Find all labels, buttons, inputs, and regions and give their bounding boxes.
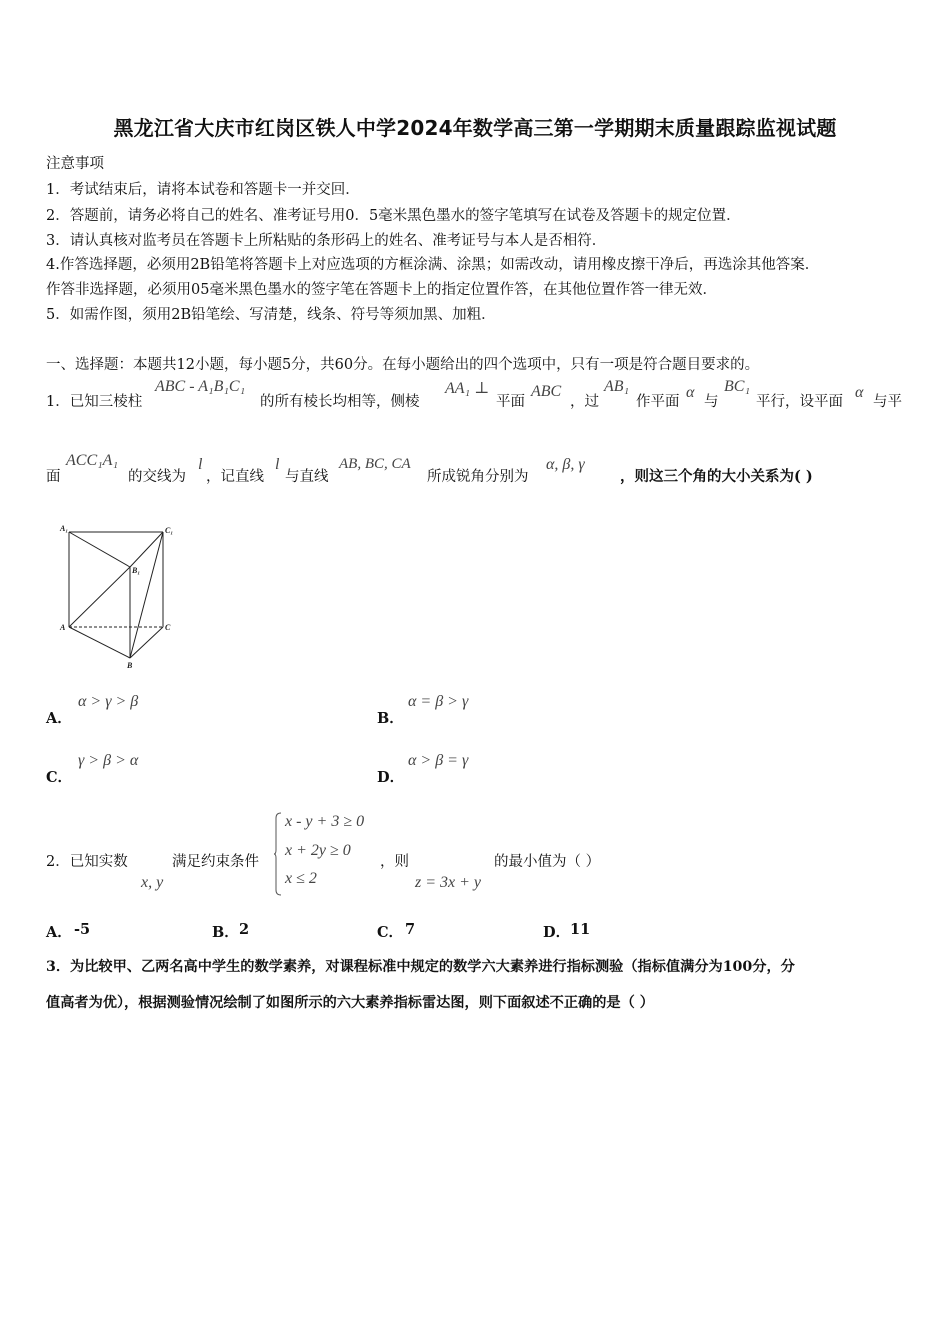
q1-math: l [198, 456, 203, 473]
notice-item: 2．答题前，请务必将自己的姓名、准考证号用0．5毫米黑色墨水的签字笔填写在试卷及答题卡的规定位置． [46, 208, 741, 224]
q1-text: 的所有棱长均相等，侧棱 [260, 394, 420, 410]
q1-math: α [855, 384, 864, 401]
label-c: C [165, 623, 171, 632]
q2-text: 满足约束条件 [172, 854, 259, 870]
q1-text: ，则这三个角的大小关系为( ) [620, 468, 813, 485]
q1-option-a-expr: α > γ > β [78, 693, 139, 710]
q1-option-d-label[interactable]: D． [377, 769, 405, 786]
q2-vars: x, y [141, 874, 164, 891]
label-a1: A₁ [60, 524, 69, 533]
q3-text-line1: 3．为比较甲、乙两名高中学生的数学素养，对课程标准中规定的数学六大素养进行指标测验（指标值满分为100分，分 [46, 959, 795, 975]
q2-text: ，则 [380, 854, 409, 870]
notice-item: 作答非选择题，必须用05毫米黑色墨水的签字笔在答题卡上的指定位置作答，在其他位置作答一律无效． [46, 282, 717, 298]
q1-text: ，记直线 [206, 469, 264, 485]
label-c1: C₁ [165, 526, 174, 535]
notice-item: 1．考试结束后，请将本试卷和答题卡一并交回． [46, 182, 360, 198]
q1-math: α, β, γ [546, 456, 585, 473]
q1-text: 1．已知三棱柱 [46, 394, 143, 410]
q1-text: 面 [46, 469, 61, 485]
q2-option-b-value: 2 [239, 921, 250, 938]
q1-math: AB, BC, CA [339, 456, 411, 472]
q1-text: 作平面 [636, 394, 680, 410]
q1-option-a-label[interactable]: A． [46, 710, 72, 727]
q2-option-a-label[interactable]: A． [46, 924, 72, 941]
q1-text: 所成锐角分别为 [427, 469, 529, 485]
q1-option-b-label[interactable]: B． [377, 710, 404, 727]
q1-math: AB₁ [604, 378, 630, 395]
label-b1: B₁ [132, 566, 141, 575]
prism-figure [58, 520, 178, 670]
q1-text: 与 [704, 394, 719, 410]
edge-ab1 [69, 567, 130, 627]
q1-text: 平行，设平面 [756, 394, 843, 410]
q1-text: ，过 [570, 394, 599, 410]
q2-option-b-label[interactable]: B． [212, 924, 239, 941]
q2-option-c-label[interactable]: C． [377, 924, 404, 941]
label-b: B [127, 661, 133, 670]
edge-bc [130, 627, 163, 658]
q1-math: l [275, 456, 280, 473]
notice-item: 3．请认真核对监考员在答题卡上所粘贴的条形码上的姓名、准考证号与本人是否相符． [46, 233, 607, 249]
notice-heading: 注意事项 [46, 156, 104, 172]
edge-a1b1 [69, 532, 130, 567]
q1-math: AA₁ ⊥ [445, 380, 490, 397]
q2-constraint-2: x + 2y ≥ 0 [285, 842, 351, 859]
q1-text: 与平 [873, 394, 902, 410]
q2-option-a-value: -5 [74, 921, 91, 938]
q1-text: 与直线 [285, 469, 329, 485]
q2-option-d-value: 11 [570, 921, 591, 938]
q1-math: ABC [531, 383, 562, 400]
label-a: A [60, 623, 66, 632]
q3-text-line2: 值高者为优），根据测验情况绘制了如图所示的六大素养指标雷达图，则下面叙述不正确的是（ ） [46, 995, 654, 1011]
q1-math: ABC - A₁B₁C₁ [155, 378, 246, 395]
page-title: 黑龙江省大庆市红岗区铁人中学2024年数学高三第一学期期末质量跟踪监视试题 [113, 116, 837, 140]
q1-math: α [686, 384, 695, 401]
q1-math: BC₁ [724, 378, 751, 395]
edge-ab [69, 627, 130, 658]
q1-option-d-expr: α > β = γ [408, 752, 469, 769]
notice-item: 5．如需作图，须用2B铅笔绘、写清楚，线条、符号等须加黑、加粗． [46, 307, 496, 323]
q1-text: 平面 [496, 394, 525, 410]
q2-objective: z = 3x + y [415, 874, 482, 891]
q1-text: 的交线为 [128, 469, 186, 485]
notice-item: 4.作答选择题，必须用2B铅笔将答题卡上对应选项的方框涂满、涂黑；如需改动，请用橡皮擦干净后，再选涂其他答案． [46, 257, 820, 273]
q2-constraint-3: x ≤ 2 [285, 870, 317, 887]
q2-constraint-1: x - y + 3 ≥ 0 [285, 813, 365, 830]
q1-option-c-expr: γ > β > α [78, 752, 139, 769]
q1-math: ACC₁A₁ [66, 452, 119, 469]
q2-option-d-label[interactable]: D． [543, 924, 571, 941]
section-heading: 一、选择题：本题共12小题，每小题5分，共60分。在每小题给出的四个选项中，只有一项是符合题目要求的。 [46, 357, 760, 373]
q2-brace [274, 812, 282, 896]
q1-option-c-label[interactable]: C． [46, 769, 73, 786]
q1-option-b-expr: α = β > γ [408, 693, 469, 710]
q2-text: 2．已知实数 [46, 854, 128, 870]
edge-bc1 [130, 532, 163, 658]
q2-option-c-value: 7 [405, 921, 416, 938]
q2-text: 的最小值为（ ） [494, 854, 601, 870]
